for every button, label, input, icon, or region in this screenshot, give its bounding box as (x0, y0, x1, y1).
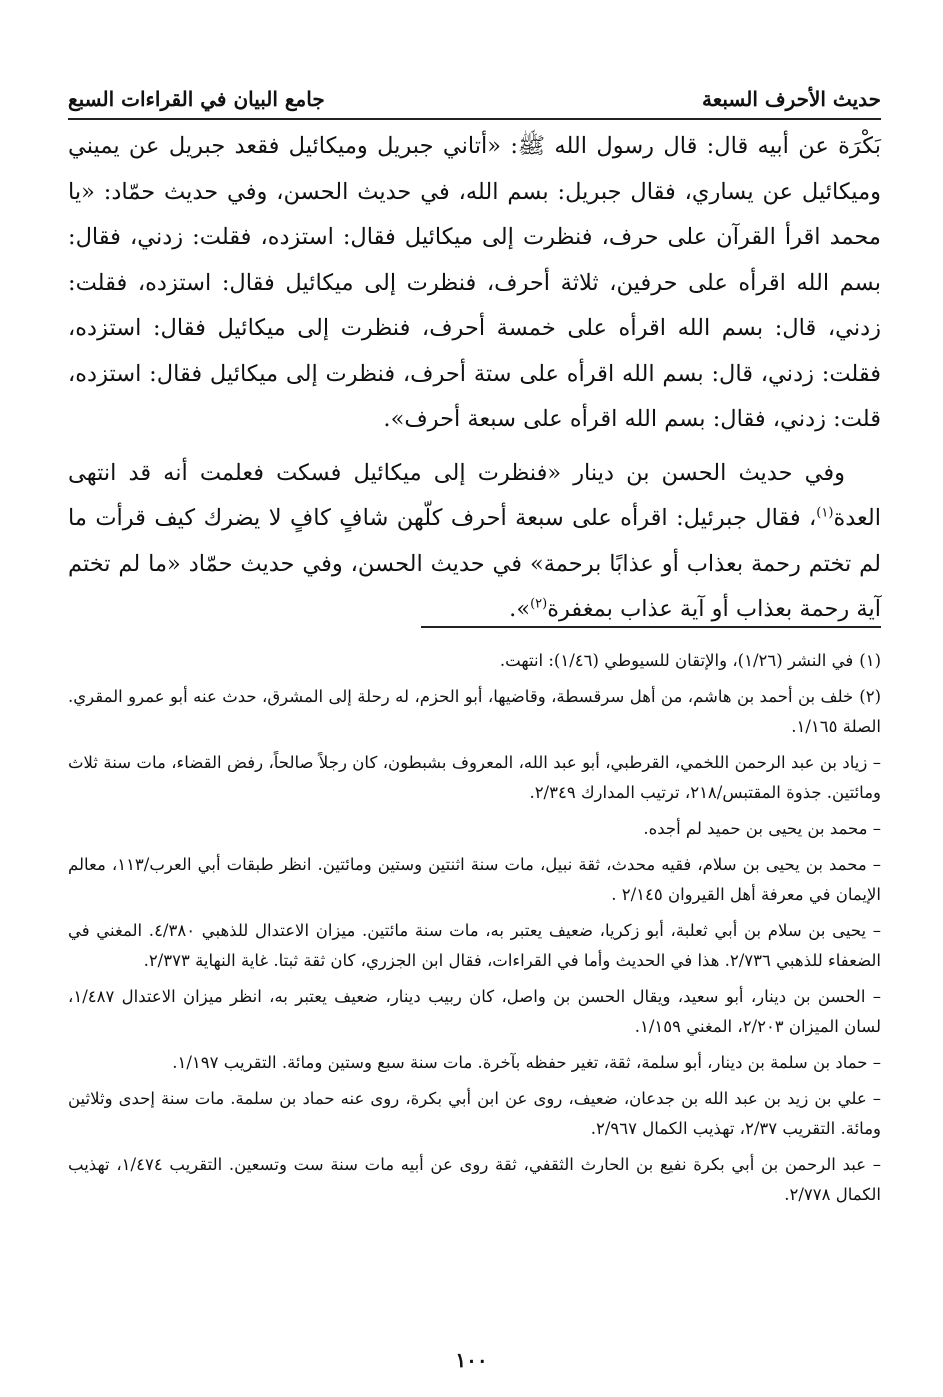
paragraph-2-part-a: وفي حديث الحسن بن دينار «فنظرت إلى ميكائيل فسكت فعلمت أنه قد انتهى العدة (68, 459, 881, 531)
footnote-entry: – محمد بن يحيى بن سلام، فقيه محدث، ثقة نبيل، مات سنة اثنتين وستين ومائتين. انظر طبقات أبي العرب/١١٣، معالم الإيمان في معرفة أهل القيروان ٢/١٤٥ . (68, 855, 881, 904)
header-book-title: جامع البيان في القراءات السبع (68, 87, 325, 111)
running-header (68, 80, 881, 120)
footnote-entry: – حماد بن سلمة بن دينار، أبو سلمة، ثقة، تغير حفظه بآخرة. مات سنة سبع وستين ومائة. التقريب ١/١٩٧. (172, 1053, 881, 1072)
footnote-2 (68, 682, 881, 742)
footnote-entry: – علي بن زيد بن عبد الله بن جدعان، ضعيف، روى عن ابن أبي بكرة، روى عنه حماد بن سلمة. مات سنة إحدى وثلاثين ومائة. التقريب ٢/٣٧، تهذيب الكمال ٢/٩٦٧. (68, 1089, 881, 1138)
footnote-1 (68, 646, 881, 676)
footnote-entry: – الحسن بن دينار، أبو سعيد، ويقال الحسن بن واصل، كان ربيب دينار، ضعيف يعتبر به، انظر ميزان الاعتدال ١/٤٨٧، لسان الميزان ٢/٢٠٣، المغني ١/١٥٩. (68, 987, 881, 1036)
footnote-text: خلف بن أحمد بن هاشم، من أهل سرقسطة، وقاضيها، أبو الحزم، له رحلة إلى المشرق، حدث عنه أبو عمرو المقري. الصلة ١/١٦٥. (68, 687, 881, 736)
footnote-text: في النشر (١/٢٦)، والإتقان للسيوطي (١/٤٦): انتهت. (499, 651, 854, 670)
footnote-ref-2: (٢) (530, 596, 548, 612)
main-text (68, 124, 881, 633)
footnotes (68, 646, 881, 1216)
footnote-entry: – عبد الرحمن بن أبي بكرة نفيع بن الحارث الثقفي، ثقة روى عن أبيه مات سنة ست وتسعين. التقريب ١/٤٧٤، تهذيب الكمال ٢/٧٧٨. (68, 1155, 881, 1204)
footnote-ref-1: (١) (816, 505, 834, 521)
footnote-entry: – يحيى بن سلام بن أبي ثعلبة، أبو زكريا، ضعيف يعتبر به، مات سنة مائتين. ميزان الاعتدال للذهبي ٤/٣٨٠. المغني في الضعفاء للذهبي ٢/٧٣٦. هذا في الحديث وأما في القراءات، فقال ابن الجزري، كان ثقة ثبتا. غاية النهاية ٢/٣٧٣. (68, 921, 882, 970)
paragraph-1: بَكْرَة عن أبيه قال: قال رسول الله ﷺ: «أتاني جبريل وميكائيل فقعد جبريل عن يميني وميكائيل عن يساري، فقال جبريل: بسم الله، في حديث الحسن، وفي حديث حمّاد: «يا محمد اقرأ القرآن على حرف، فنظرت إلى ميكائيل فقال: استزده، فقلت: زدني، فقال: بسم الله اقرأه على حرفين، ثلاثة أحرف، فنظرت إلى ميكائيل فقال: استزده، فقلت: زدني، قال: بسم الله اقرأه على خمسة أحرف، فنظرت إلى ميكائيل فقال: استزده، فقلت: زدني، قال: بسم الله اقرأه على ستة أحرف، فنظرت إلى ميكائيل فقال: استزده، قلت: زدني، فقال: بسم الله اقرأه على سبعة أحرف». (68, 133, 881, 432)
footnote-entry: – زياد بن عبد الرحمن اللخمي، القرطبي، أبو عبد الله، المعروف بشبطون، كان رجلاً صالحاً، رفض القضاء، مات سنة ثلاث ومائتين. جذوة المقتبس/٢١٨، ترتيب المدارك ٢/٣٤٩. (68, 753, 881, 802)
footnote-number: (٢) (859, 687, 881, 706)
footnote-entry: – محمد بن يحيى بن حميد لم أجده. (643, 819, 881, 838)
footnote-separator (421, 626, 881, 628)
paragraph-2-part-b: ، فقال جبرئيل: اقرأه على سبعة أحرف كلّهن شافٍ كافٍ لا يضرك كيف قرأت ما لم تختم رحمة بعذاب أو عذابًا برحمة» في حديث الحسن، وفي حديث حمّاد «ما لم تختم آية رحمة بعذاب أو آية عذاب بمغفرة (68, 505, 881, 622)
paragraph-2-part-c: ». (509, 596, 531, 622)
header-chapter-title: حديث الأحرف السبعة (702, 87, 881, 111)
page-number: ١٠٠ (455, 1348, 488, 1372)
footnote-number: (١) (859, 651, 881, 670)
paragraph-2 (68, 451, 881, 633)
